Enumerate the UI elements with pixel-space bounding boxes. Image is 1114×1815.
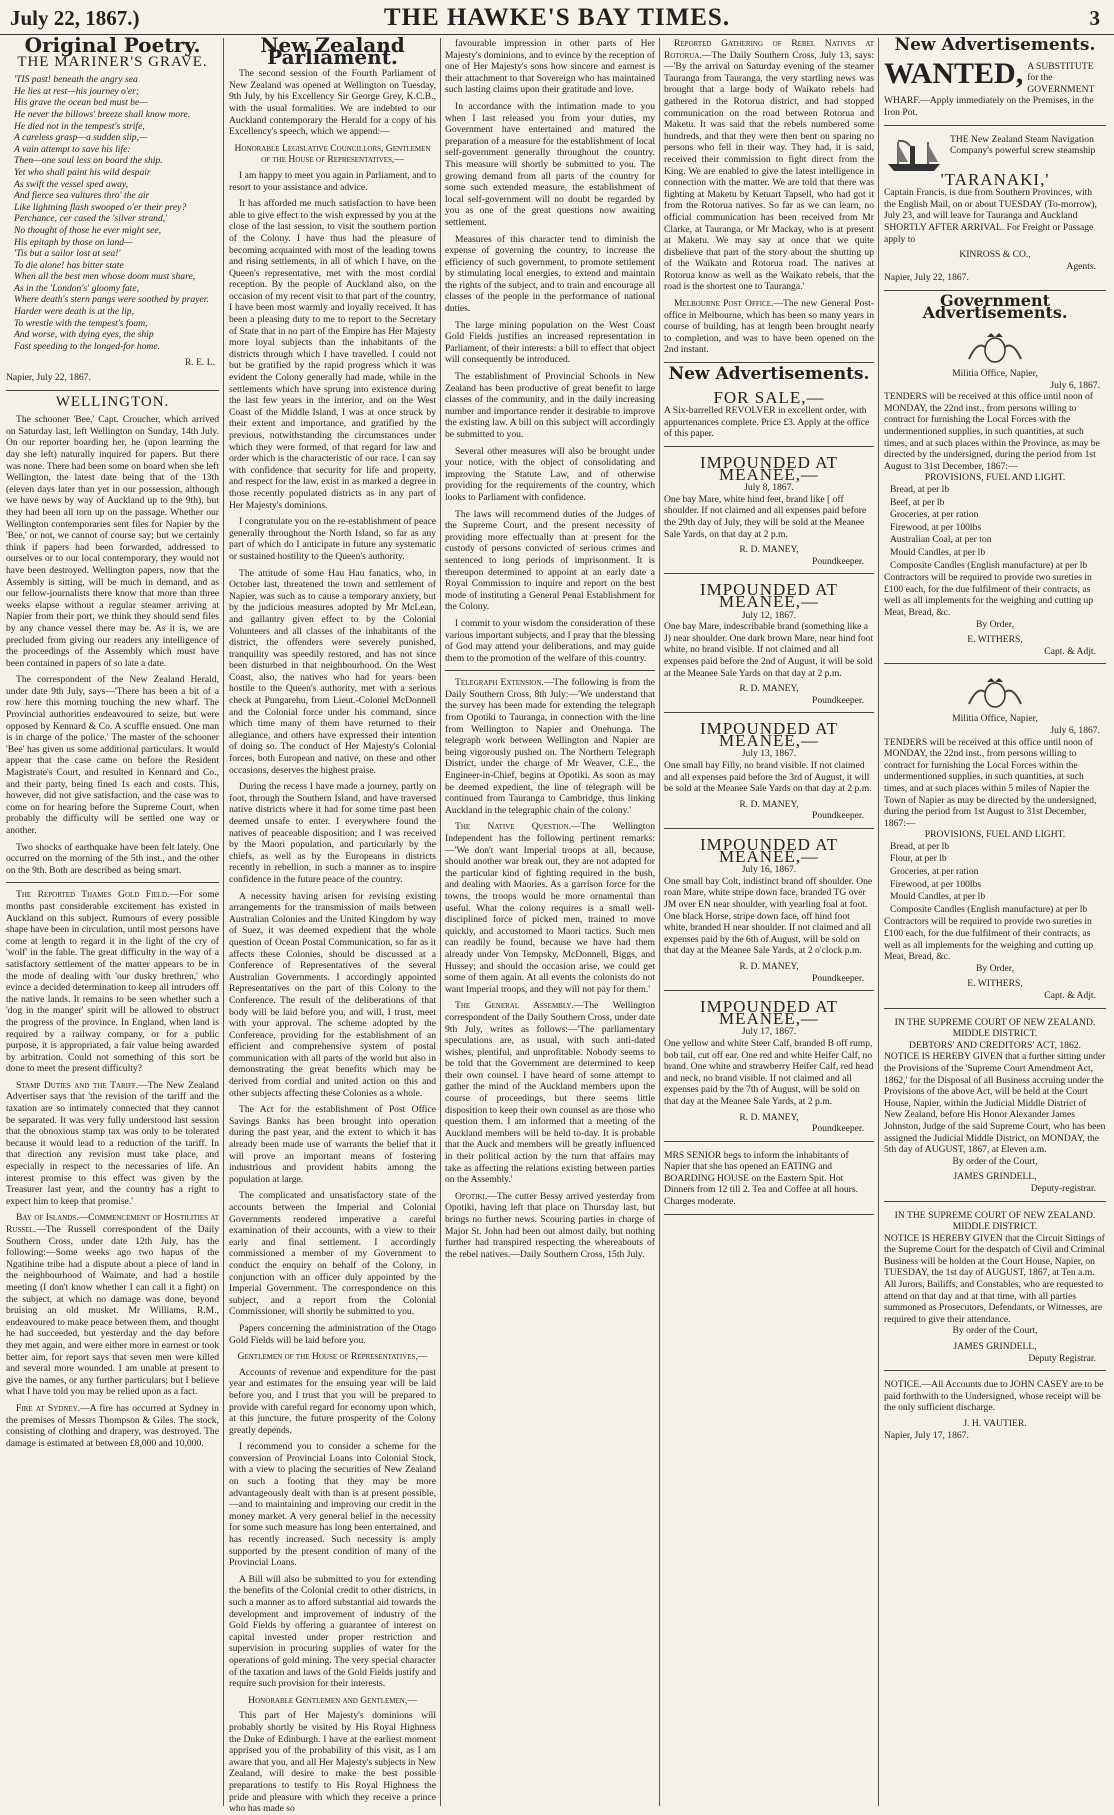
advert-court-1 [884, 1013, 1106, 1202]
advert-heading: IMPOUNDED AT MEANEE,— [699, 997, 839, 1028]
steamer-name: 'TARANAKI,' [940, 169, 1050, 189]
advert-item [664, 995, 874, 1142]
advert-date: July 16, 1867. [741, 864, 797, 876]
address-councillors: Honorable Legislative Councillors, Gentlemen of the House of Representatives,— [234, 142, 431, 166]
tender-item: Firewood, at per 100lbs [890, 878, 982, 890]
royal-crest-icon [965, 676, 1025, 710]
section-new-advertisements-2: New Advertisements. [894, 35, 1096, 55]
tender-item: Composite Candles (English manufacture) at per lb [890, 903, 1088, 915]
poem-line: As swift the vessel sped away, [14, 178, 129, 190]
advert-tender-2 [884, 668, 1106, 1008]
advert-signature-role: Poundkeeper. [812, 972, 864, 984]
royal-crest-icon [965, 331, 1025, 365]
speech-paragraph: During the recess I have made a journey, partly on foot, through the Southern Island, and have traversed native districts where it had for some time past been deemed unsafe to enter. I everywhere found the natives of peaceable disposition; and I was received by the Maori population, and particularly by the chiefs, as well as by the Europeans in districts recently in rebellion, in such a manner as to inspire confidence in the future peace of the country. [229, 781, 436, 885]
notice-date: Napier, July 17, 1867. [884, 1429, 969, 1441]
tender1-text: TENDERS will be received at this office until noon of MONDAY, the 22nd inst., from persons willing to contract for furnishing the Local Forces with the undermentioned supplies, in such quantities, at such times, and at such places within the Province, as may be directed by the undersigned, during the period from 1st August to 31st December, 1867:— [884, 391, 1100, 472]
advert-item [664, 578, 874, 713]
speech-paragraph: I am happy to meet you again in Parliament, and to resort to your assistance and advice. [229, 169, 436, 193]
advert-court-2 [884, 1206, 1106, 1372]
advertisements-list [664, 386, 874, 1142]
speech-paragraph: Papers concerning the administration of the Otago Gold Fields will be laid before you. [229, 1322, 436, 1346]
speech-paragraph: It has afforded me much satisfaction to have been able to give effect to the wish expressed by you at the close of the last session, to visit the southern portion of the Colony. I have thus had the pleasure of becoming acquainted with most of the leading towns and rising settlements, in all of which I have, on the Queen's representative, met with the most cordial reception. By the people of Auckland also, on the occasion of my recent visit to that part of the country, I have been most warmly and loyally received. It has been a pleasing duty to me to report to the Secretary of State that in no part of the Empire has Her Majesty more loyal subjects than the inhabitants of the districts through which I have travelled. I could not but be gratified by the rapid progress which it was evident the Colony generally had made, while in the settlements which have sprung into existence during the last few years in the interior, and on the West Coast of the Middle Island, I was at once struck by their extent and importance, and gratified by the previous, notwithstanding the circumstances under which they were formed, of that regard for law and order which is the characteristic of our race. I can say with confidence that security for life and property, and respect for the law, exist in as marked a degree in those recently populated districts as in any part of Her Majesty's dominions. [229, 198, 436, 511]
advert-item [664, 451, 874, 574]
advert-heading: IMPOUNDED AT MEANEE,— [699, 580, 839, 611]
tender-item: Groceries, at per ration [890, 509, 979, 521]
tender1-items [884, 484, 1106, 571]
divider [6, 390, 219, 391]
column-rule [878, 38, 879, 1806]
tender-item: Composite Candles (English manufacture) at per lb [890, 559, 1088, 571]
gold-field-article [6, 889, 219, 1075]
general-assembly-text: —The Wellington correspondent of the Daily Southern Cross, under date 9th July, writes as follows:—'The parliamentary speculations are, as usual, with such anti-dated wishes, plentiful, and unprofitable. Nobody seems to be told that the Government are determined to keep their own counsel. I have heard of some attempt to gather the mind of the Auckland members upon the course of proceedings, but there seems little disposition to keep their own counsel as are those who question them. I am informed that a meeting of the Auckland members will be held to-day. It is probable that the Auck and members will be greatly influenced in their political action by the turn that affairs may take as affecting the relations existing between parties on the Assembly.' [445, 1000, 655, 1186]
column-rule [223, 38, 224, 1806]
tender2-contract: Contractors will be required to provide two sureties in £100 each, for the due fulfilment of their contracts, as well as all implements for the weighing and cutting up Meat, Bread, &c. [884, 916, 1094, 963]
advert-signature: R. D. MANEY, [739, 960, 799, 972]
speech-continued [445, 38, 655, 664]
column-5 [884, 35, 1106, 1806]
steamer-date: Napier, July 22, 1867. [884, 272, 969, 284]
speech-paragraph: Measures of this character tend to diminish the expense of governing the country, to increase the efficiency of such government, to promote settlement by stimulating local energies, to extend and maintain the rights of the subject, and to train and encourage all classes of the people in the performance of national duties. [445, 233, 655, 315]
general-assembly-heading: The General Assembly. [455, 1000, 574, 1012]
advert-signature-role: Poundkeeper. [812, 810, 864, 822]
speech-paragraph: I commit to your wisdom the consideration of these various important subjects, and I pray that the blessing of God may attend your deliberations, and may guide them to the promotion of the welfare of this country. [445, 617, 655, 664]
advert-date: July 12, 1867. [741, 609, 797, 621]
advert-heading: FOR SALE,— [713, 387, 825, 407]
poem-line: To die alone! has bitter state [14, 259, 124, 271]
telegraph-text: —The following is from the Daily Southern Cross, 8th July:—'We understand that the survey has been made for extending the telegraph from Opotiki to Tauranga, in connection with the line from Wellington to Napier and Onehunga. The telegraph work between Wellington and Napier are being vigorously pushed on. The Northern Telegraph District, under the charge of Mr Weaver, C.E., the Engineer-in-Chief, begins at Opotiki. As soon as may be deemed expedient, the line of telegraph will be continued from Tauranga to Cambridge, thus linking Auckland in the telegraphic chain of the colony.' [445, 677, 655, 816]
advert-tender-1 [884, 323, 1106, 664]
tender-item: Mould Candles, at per lb [890, 891, 986, 903]
divider [445, 670, 655, 671]
gold-field-heading: The Reported Thames Gold Field. [16, 889, 170, 901]
tender1-order: By Order, [976, 618, 1014, 630]
steamer-agent-role: Agents. [1066, 260, 1096, 272]
tender2-date: July 6, 1867. [1050, 724, 1100, 736]
advert-signature: R. D. MANEY, [739, 798, 799, 810]
bay-of-islands-article [6, 1212, 219, 1398]
tender-item: Flour, at per lb [890, 853, 947, 865]
melbourne-post-heading: Melbourne Post Office. [674, 298, 774, 310]
rebel-natives-heading: Reported Gathering of Rebel Natives at Rotorua. [664, 38, 874, 61]
poem-line: His epitaph by those on land— [14, 236, 133, 248]
court2-district: MIDDLE DISTRICT. [952, 1221, 1038, 1233]
advert-signature: R. D. MANEY, [739, 1111, 799, 1123]
court1-district: MIDDLE DISTRICT. [952, 1028, 1038, 1040]
wellington-heading: WELLINGTON. [55, 393, 170, 410]
article-paragraph: Two shocks of earthquake have been felt lately. One occurred on the morning of the 5th inst., and the other on the 9th. Both are described as being smart. [6, 841, 219, 876]
court1-role: Deputy-registrar. [1030, 1182, 1096, 1194]
tender1-role: Capt. & Adjt. [1044, 645, 1096, 657]
poem-line: As in the 'London's' gloomy fate, [14, 282, 140, 294]
speech-part-1 [229, 170, 436, 1346]
parliament-intro: The second session of the Fourth Parliament of New Zealand was opened at Wellington on Tuesday, 9th July, by his Excellency Sir George Grey, K.C.B., with the usual formalities. We are indebted to our Auckland contemporary the Herald for a copy of his Excellency's speech, which we append:— [229, 68, 436, 138]
column-1 [6, 33, 219, 1806]
tender-item: Firewood, at per 100lbs [890, 521, 982, 533]
section-new-advertisements: New Advertisements. [668, 364, 870, 385]
advert-item [664, 833, 874, 991]
poem-line: His grave the ocean bed must be— [14, 97, 148, 109]
article-paragraph: The correspondent of the New Zealand Herald, under date 9th July, says—'There has been a bit of a row here this morning touching the new wharf. The Provincial authorities endeavoured to seize, but were opposed by Kennard & Co. A scuffle ensued. One man is in charge of the police.' The master of the schooner 'Bee' has given us some additional particulars. It would appear that the case came on before the Resident Magistrate's Court, and resulted in Kennard and Co., and their party, being fined 1s each and costs. This, however, did not give satisfaction, and the case was to come on for hearing before the Supreme Court, when probably the difficulty will be settled one way or another. [6, 674, 219, 836]
speech-paragraph: I recommend you to consider a scheme for the conversion of Provincial Loans into Colonial Stock, with a view to placing the securities of New Zealand on such a footing that they may be more advantageously dealt with than is at present possible,—and to maintaining and improving our credit in the money market. A very general belief in the necessity for some such measure has long been entertained, and has recently increased. Such necessity is amply supported by the present condition of many of the Provincial Loans. [229, 1441, 436, 1569]
speech-paragraph: Several other measures will also be brought under your notice, with the object of consolidating and improving the Statute Law, and of otherwise providing for the requirements of the country, which looks to Parliament with confidence. [445, 445, 655, 503]
tender2-heading: PROVISIONS, FUEL AND LIGHT. [924, 829, 1066, 841]
poem-line: To wrestle with the tempest's foam, [14, 317, 148, 329]
court1-act: DEBTORS' AND CREDITORS' ACT, 1862. [909, 1039, 1081, 1051]
column-4 [664, 38, 874, 1806]
tender2-order: By Order, [976, 962, 1014, 974]
advert-date: July 17, 1867. [741, 1026, 797, 1038]
native-question-heading: The Native Question. [455, 821, 572, 833]
poem-line: Harder were death is at the lip, [14, 306, 134, 318]
steamer-agent: KINROSS & CO., [959, 249, 1031, 261]
advert-item [664, 386, 874, 447]
tender-item: Bread, at per lb [890, 484, 950, 496]
section-original-poetry: Original Poetry. [24, 33, 201, 57]
advert-date: July 13, 1867. [741, 748, 797, 760]
speech-paragraph: A necessity having arisen for revising existing arrangements for the transmission of mails between Australian Colonies and the United Kingdom by way of Suez, it was deemed expedient that the whole question of Ocean Postal Communication, so far as it affects these Colonies, should be discussed at a Conference of Representatives of the several Australian Governments. I accordingly appointed Representatives on the part of this Colony to the Conference. The result of the deliberations of that body will be laid before you, and will, I trust, meet with your approval. The scheme adopted by the Conference, providing for the establishment of an efficient and comprehensive system of postal communication with all parts of the world but also in demonstrating the great benefits which may be derived from cordial and united action on this and other subjects affecting these Colonies as a whole. [229, 890, 436, 1099]
poem-line: Perchance, cer cased the 'silver strand,' [14, 213, 168, 225]
fire-article [6, 1403, 219, 1449]
poem-line: No thought of those he ever might see, [14, 224, 162, 236]
court1-text: NOTICE IS HEREBY GIVEN that a further sitting under the Provisions of the 'Supreme Court Amendment Act, 1862,' for the Disposal of all Business accruing under the Provisions of the above Act, will be held at the Court House, Napier, within the Judicial Middle District of New Zealand, before His Honor Alexander James Johnston, Judge of the said Supreme Court, who has been assigned the Judicial Middle District, on MONDAY, the 5th day of AUGUST, 1867, at Eleven a.m. [884, 1051, 1106, 1156]
speech-paragraph: The attitude of some Hau Hau fanatics, who, in October last, threatened the town and settlement of Napier, was such as to cause a temporary anxiety, but by the judicious measures adopted by Mr McLean, and gallantry given effect to by the Colonial Volunteers and all classes of the inhabitants of the district, the offenders were severely punished, tranquility was speedily restored, and has not since been disturbed in that neighbourhood. On the West Coast, also, the natives who had for years been hostile to the Queen's authority, met with a serious check at Pungarehu, from Lieut.-Colonel McDonnell and the Colonial force under his command, since which time many of them have returned to their allegiance, and others have expressed their intention of doing so. The conduct of Her Majesty's Colonial forces, both European and native, on these and other occasions, deserves the highest praise. [229, 567, 436, 776]
tender-item: Australian Coal, at per ton [890, 534, 992, 546]
column-2 [229, 33, 436, 1815]
poem-line: 'Tis but a sailor lost at sea!' [14, 248, 121, 260]
advert-text: One small bay Colt, indistinct brand off shoulder. One roan Mare, white stripe down face, branded TG over JM over EN near shoulder, with yearling foal at foot. One black Horse, stripe down face, off hind foot white, branded H near shoulder. If not claimed and all expenses paid by the 6th of August, will be sold on that day at the Meanee Sale Yards, at 2 o'clock p.m. [664, 875, 873, 957]
opotiki-article [445, 1191, 655, 1261]
advert-heading: IMPOUNDED AT MEANEE,— [699, 835, 839, 866]
notice-text: NOTICE.—All Accounts due to JOHN CASEY are to be paid forthwith to the Undersigned, whose receipt will be the only sufficient discharge. [884, 1379, 1104, 1414]
speech-paragraph: favourable impression in other parts of Her Majesty's dominions, and to evince by the reception of one of Her Majesty's sons how sincere and earnest is their attachment to that Sovereign who has maintained such lasting claims upon their gratitude and love. [445, 38, 655, 96]
melbourne-post-article [664, 298, 874, 356]
tender-item: Beef, at per lb [890, 496, 945, 508]
poem-line: 'TIS past! beneath the angry sea [14, 74, 138, 86]
poem-line: And fierce sea vultures thro' the air [14, 190, 150, 202]
poem-line: When all the best men whose doom must share, [14, 271, 196, 283]
wanted-heading: WANTED, [884, 56, 1024, 90]
advert-heading: IMPOUNDED AT MEANEE,— [699, 453, 839, 484]
general-assembly-article [445, 1000, 655, 1186]
poem-line: Then—one soul less on board the ship. [14, 155, 163, 167]
fire-text: —A fire has occurred at Sydney in the premises of Messrs Thompson & Giles. The stock, consisting of clothing and drapery, was destroyed. The damage is estimated at between £8,000 and 10,000. [6, 1402, 219, 1449]
tender-item: Bread, at per lb [890, 840, 950, 852]
advert-signature-role: Poundkeeper. [812, 694, 864, 706]
court2-order: By order of the Court, [952, 1325, 1038, 1337]
advert-signature-role: Poundkeeper. [812, 555, 864, 567]
speech-paragraph: The large mining population on the West Coast Gold Fields justifies an increased representation in Parliament, of their interests: a bill to effect that object will consequently be introduced. [445, 319, 655, 366]
section-nz-parliament: New Zealand Parliament. [260, 33, 405, 69]
poem-body [6, 74, 219, 352]
notice-signature: J. H. VAUTIER. [963, 1418, 1027, 1429]
bay-of-islands-text: —The Russell correspondent of the Daily Southern Cross, under date 12th July, has the following:—Some weeks ago two hapus of the Ngatihine tribe had a dispute about a piece of land in the neighbourhood of Waimate, and had a hostile meeting (I don't know whether I can call it a fight) on the subject, at which no damage was done, beyond bruising an old musket. Mr Williams, R.M., endeavoured to make peace between them, and thought he had succeeded, but yesterday and the day before they met again, and were either more in earnest or took better aim, for report says that seven men were killed and several more wounded. I am unable at present to give the names, or any further particulars; but I believe what I have told you may be relied upon as a fact. [6, 1224, 219, 1398]
telegraph-heading: Telegraph Extension. [455, 677, 544, 689]
advert-text: One bay Mare, white hind feet, brand like [ off shoulder. If not claimed and all expenses paid before the 29th day of July, they will be sold at the Meanee Sale Yards, on that day at 2 p.m. [664, 493, 867, 540]
melbourne-post-text: —The new General Post-office in Melbourne, which has been so many years in course of building, has at length been brought nearly to completion, and was to have been opened on the 2nd instant. [664, 298, 874, 356]
senior-text: MRS SENIOR begs to inform the inhabitants of Napier that she has opened an EATING and BOARDING HOUSE on the Eastern Spit. Hot Dinners from 12 till 2. Tea and Coffee at all hours. Charges moderate. [664, 1149, 859, 1208]
court2-role: Deputy Registrar. [1028, 1352, 1096, 1364]
tender2-role: Capt. & Adjt. [1044, 990, 1096, 1001]
tender2-office: Militia Office, Napier, [952, 713, 1038, 725]
court1-signature: JAMES GRINDELL, [953, 1171, 1037, 1183]
opotiki-text: —The cutter Bessy arrived yesterday from Opotiki, having left that place on Thursday last, but brings no further news. Scouring parties in charge of Major St. John had been out almost daily, but nothing further had transpired respecting the whereabouts of the rebel natives.—Daily Southern Cross, 15th July. [445, 1190, 655, 1260]
advert-text: One bay Mare, indescribable brand (something like a J) near shoulder. One dark brown Mare, near hind foot white, no brand visible. If not claimed and all expenses paid before the 2nd of August, it will be sold at the Meanee Sale Yards on that day at 2 p.m. [664, 621, 874, 679]
bay-of-islands-heading: Bay of Islands.—Commencement of Hostilities at Russel. [6, 1212, 219, 1235]
masthead [0, 0, 1114, 35]
divider [6, 882, 219, 883]
speech-part-2 [229, 1367, 436, 1690]
poem-initials: R. E. L. [184, 357, 215, 369]
steamship-icon [884, 136, 944, 174]
section-government-advertisements: Government Advertisements. [922, 290, 1068, 322]
speech-paragraph: The laws will recommend duties of the Judges of the Supreme Court, and the present necessity of providing more effectually than at present for the custody of persons convicted of serious crimes and sentenced to long periods of imprisonment. It is thereupon determined to appoint at an early date a Royal Commission to inquire and report on the best mode of instituting a General Penal Establishment for the Colony. [445, 508, 655, 613]
advert-signature: R. D. MANEY, [739, 683, 799, 695]
advert-steamer [884, 130, 1106, 291]
speech-paragraph: The Act for the establishment of Post Office Savings Banks has been brought into operation during the past year, and the extent to which it has already been made use of warrants the belief that it will prove an important means of fostering industrious and provident habits among the population at large. [229, 1104, 436, 1185]
poem-line: He died not in the tempest's strife, [14, 120, 145, 132]
advert-heading: IMPOUNDED AT MEANEE,— [699, 719, 839, 750]
page-number: 3 [1089, 6, 1100, 30]
divider [664, 362, 874, 363]
court2-title: IN THE SUPREME COURT OF NEW ZEALAND. [894, 1209, 1096, 1221]
wanted-text: A SUBSTITUTE for the GOVERNMENT WHARF.—Apply immediately on the Premises, in the Iron Pot. [884, 60, 1095, 118]
poem-line: A vain attempt to save his life: [14, 143, 131, 155]
court2-signature: JAMES GRINDELL, [953, 1341, 1037, 1353]
advert-date: July 8, 1867. [744, 482, 794, 494]
tender2-items [884, 841, 1106, 916]
steamer-details: Captain Francis, is due from Southern Provinces, with the English Mail, on or about TUESDAY (To-morrow), July 23, and will leave for Tauranga and Auckland SHORTLY AFTER ARRIVAL. For Freight or Passage apply to [884, 187, 1097, 245]
tender1-office: Militia Office, Napier, [952, 368, 1038, 380]
poem-line: He lies at rest—his journey o'er; [14, 85, 140, 97]
rebel-natives-text: —The Daily Southern Cross, July 13, says:—'By the arrival on Saturday evening of the steamer Tauranga from Tauranga, the very startling news was brought that a large body of Waikato rebels had gathered in the Rotorua district, and had stopped communication on the road between Rotorua and Maketu. It was said that the rebels numbered some hundreds, and that they were then bent on sparing no persons who fell in their way. They had, it is said, received their commission to fight direct from the King. We are enabled to give the latest intelligence in connection with the matter. We are told that there was fighting at Maketu by Ketuart Tapsell, who had got it from the Rotorua natives. So far as we can learn, no official communication has been received from Mr Clarke, at Tauranga, or Mr Mackay, who is at present at Maketu. We may say at once that we quite disbelieve that part of the story about the shutting up of the Waikato and Rotorua road. The natives at Rotorua know as well as the Waikato rebels, that the road is the shortest one to Tauranga.' [664, 49, 874, 293]
court2-text: NOTICE IS HEREBY GIVEN that the Circuit Sittings of the Supreme Court for the despatch of Civil and Criminal Business will be holden at the Court House, Napier, on TUESDAY, the 1st day of AUGUST, 1867, at Ten a.m. All Jurors, Bailiffs, and Constables, who are requested to attend on that day and at that time, with all parties summoned as Prosecutors, Defendants, or Witnesses, are required to give their attendance. [884, 1232, 1105, 1325]
poem-line: Where death's stern pangs were soothed by prayer. [14, 294, 209, 306]
speech-paragraph: In accordance with the intimation made to you when I last released you from your duties, my Government have entertained and matured the preparation of a measure for the establishment of local self-government generally throughout the country. This measure will shortly be submitted to you. The growing demand from all parts of the country for some such extended measure, the establishment of local self-government will no doubt be regarded by you as one of the great questions now awaiting settlement. [445, 100, 655, 228]
advert-text: A Six-barrelled REVOLVER in excellent order, with appurtenances complete. Price £3. Apply at the office of this paper. [664, 405, 870, 440]
tender1-heading: PROVISIONS, FUEL AND LIGHT. [924, 472, 1066, 484]
tender2-signature: E. WITHERS, [967, 978, 1023, 990]
tender-item: Mould Candles, at per lb [890, 547, 986, 558]
advert-wanted [884, 57, 1106, 126]
advert-signature-role: Poundkeeper. [812, 1123, 864, 1135]
steamer-text: THE New Zealand Steam Navigation Company's powerful screw steamship [950, 133, 1096, 157]
advert-senior [664, 1146, 874, 1215]
address-gentlemen: Honorable Gentlemen and Gentlemen,— [248, 1694, 417, 1706]
tender1-contract: Contractors will be required to provide two sureties in £100 each, for the due fulfilment of their contracts, as well as all implements for the weighing and cutting up Meat, Bread, &c. [884, 572, 1094, 618]
opotiki-heading: Opotiki. [455, 1190, 488, 1202]
poem-line: Yet who shall paint his wild despair [14, 166, 151, 178]
poem-line: Fast speeding to the longed-for home. [14, 340, 161, 352]
advert-text: One yellow and white Steer Calf, branded B off rump, bob tail, cut off ear. One red and white Heifer Calf, no brand. One white and strawberry Heifer Calf, red head and neck, no brand visible. If not claimed and all expenses paid by the 7th of August, will be sold on that day at the Meanee Sale Yards, at 2 p.m. [664, 1037, 874, 1107]
speech-paragraph: This part of Her Majesty's dominions will probably shortly be visited by His Royal Highness the Duke of Edinburgh. I have at the earliest moment apprised you of the probability of this visit, as I am aware that you, and all Her Majesty's subjects in New Zealand, will desire to make the best possible preparations to testify to His Royal Highness the pride and pleasure with which they receive a prince who has made so [229, 1710, 436, 1815]
speech-paragraph: Accounts of revenue and expenditure for the past year and estimates for the ensuing year will be laid before you, and I trust that you will be prepared to provide with careful regard for economy upon which, at this juncture, the future prosperity of the Colony greatly depends. [229, 1366, 436, 1436]
advert-signature: R. D. MANEY, [739, 544, 799, 556]
poem-line: Like lightning flash swooped o'er their prey? [14, 201, 187, 213]
poem-line: He never the billows' breeze shall know more. [14, 108, 191, 120]
advert-notice-casey [884, 1375, 1106, 1447]
newspaper-title: THE HAWKE'S BAY TIMES. [383, 4, 731, 31]
speech-paragraph: I congratulate you on the re-establishment of peace generally throughout the North Island, so far as any part of which do I anticipate in future any systematic or sustained hostility to the Queen's authority. [229, 516, 436, 562]
telegraph-article [445, 677, 655, 816]
advert-text: One small bay Filly, no brand visible. If not claimed and all expenses paid before the 3rd of August, it will be sold at the Meanee Sale Yards on that day at 2 p.m. [664, 760, 872, 795]
poem-line: And worse, with dying eyes, the ship [14, 329, 154, 341]
tender1-date: July 6, 1867. [1050, 379, 1100, 391]
court1-title: IN THE SUPREME COURT OF NEW ZEALAND. [894, 1016, 1096, 1028]
tender-item: Groceries, at per ration [890, 866, 979, 878]
column-3 [445, 38, 655, 1806]
native-question-article [445, 821, 655, 995]
stamp-duties-heading: Stamp Duties and the Tariff. [16, 1079, 139, 1091]
gold-field-text: —For some months past considerable excitement has existed in Auckland on this subject. Rumours of every possible shape have been in circulation, until most persons have come at length to regard it in the light of the cry of 'wolf' in the fable. The great difficulty in the way of a satisfactory settlement of the matter appears to be in the mode of dealing with 'our dusky brethren,' who evince a decided determination to keep all intruders off the native lands. It remains to be seen whether such a 'dog in the manger' spirit will be allowed to obstruct the progress of the province. In England, when land is required by a railway company, or for a public purpose, it is appropriated, a fair value being awarded by arbitration. Could not something of this sort be done to meet the present difficulty? [6, 889, 219, 1075]
poem-title: THE MARINER'S GRAVE. [17, 53, 208, 70]
speech-paragraph: The complicated and unsatisfactory state of the accounts between the Imperial and Colonial Governments rendered imperative a careful examination of their accounts, with a view to their early and final settlement. I accordingly commissioned a member of my Government to conduct the enquiry on behalf of the Colony, in conjunction with an officer duly appointed by the Imperial Government. The correspondence on this subject, and a report from the Colonial Commissioner, will shortly be submitted to you. [229, 1190, 436, 1318]
speech-paragraph: A Bill will also be submitted to you for extending the benefits of the Colonial credit to other districts, in such a manner as to afford substantial aid towards the development and improvement of industry of the Gold Fields by offering a guarantee of interest on capital invested under proper restriction and supervision in procuring supplies of water for the operations of gold mining. The very special character of the taxation and laws of the Gold Fields justify and require such provision for their interests. [229, 1573, 436, 1690]
masthead-date: July 22, 1867.) [10, 6, 140, 30]
article-paragraph: The schooner 'Bee,' Capt. Croucher, which arrived on Saturday last, left Wellington on Sunday, 14th July. On our reporter boarding her, he (upon learning the day she left) naturally inquired for papers. But there was none. There had been some on board when she left Wellington, the latest date being that of the 13th (eleven days later than yet in our possession, although we have news by way of Auckland up to the 9th), but they had been all torn up on the passage. Whether our Wellington contemporaries sent files for Napier by the 'Bee,' or not, we cannot of course say; but we certainly think if papers had been forwarded, addressed to ourselves or to our local contemporary, they would not have been destroyed. Wellington papers, now that the Assembly is sitting, will be much in demand, and as our fellow-journalists there know that more than three weeks elapse without a regular steamer arriving at Napier from their port, we think they should send files by any chance vessel there may be. As it is, we are precluded from giving our readers any intelligence of the proceedings of the Assembly which must have been contained in papers of so late a date. [6, 414, 219, 669]
advert-item [664, 717, 874, 829]
speech-part-3 [229, 1710, 436, 1814]
fire-heading: Fire at Sydney. [16, 1402, 81, 1414]
stamp-duties-article [6, 1080, 219, 1208]
address-representatives: Gentlemen of the House of Representatives,— [237, 1351, 428, 1363]
column-rule [440, 38, 441, 1806]
stamp-duties-text: —The New Zealand Advertiser says that 'the revision of the tariff and the taxation are so intimately connected that they cannot be separated. It was very fully understood last session that the obnoxious stamp tax was only to be tolerated because it would lead to a reduction of the tariff. In that direction any revision must take place, and especially in respect to the necessaries of life. An interest promise to this effect was given by the Treasurer last year, and the country has a right to expect him to keep that promise.' [6, 1079, 219, 1207]
speech-paragraph: The establishment of Provincial Schools in New Zealand has been productive of great benefit to large classes of the community, and in the daily increasing number and importance render it desirable to improve the existing law. A bill on this subject will accordingly be submitted to you. [445, 371, 655, 440]
poem-line: A careless grasp—a sudden slip,— [14, 132, 148, 144]
wellington-article [6, 414, 219, 876]
court1-order: By order of the Court, [952, 1155, 1038, 1167]
rebel-natives-article [664, 38, 874, 293]
tender1-signature: E. WITHERS, [967, 634, 1023, 646]
column-rule [659, 38, 660, 1806]
poem-dateline: Napier, July 22, 1867. [6, 372, 91, 384]
tender2-text: TENDERS will be received at this office until noon of MONDAY, the 22nd inst., from persons willing to contract for furnishing the Local Forces within the undermentioned supplies, in such quantities, at such times, and at such places within 5 miles of Napier the Town of Napier as may be directed by the undersigned, during the period from 1st August to 31st December, 1867:— [884, 736, 1097, 829]
native-question-text: —The Wellington Independent has the following pertinent remarks:—'We don't want Imperial troops at all, because, should another war break out, they are not adapted for the particular kind of fighting required in the bush, and dealing with Maories. As a garrison force for the towns, the troops would be more ornamental than useful. What the colony requires is a small well-disciplined force of picked men, trained to move quickly, and accustomed to Maori tactics. Such men can readily be found, because we have had them already under Von Tempsky, McDonnell, Biggs, and Hussey; and should the occasion arise, we could get some of them again. At all events the colonists do not want Imperial troops, and they will not pay for them.' [445, 821, 655, 995]
